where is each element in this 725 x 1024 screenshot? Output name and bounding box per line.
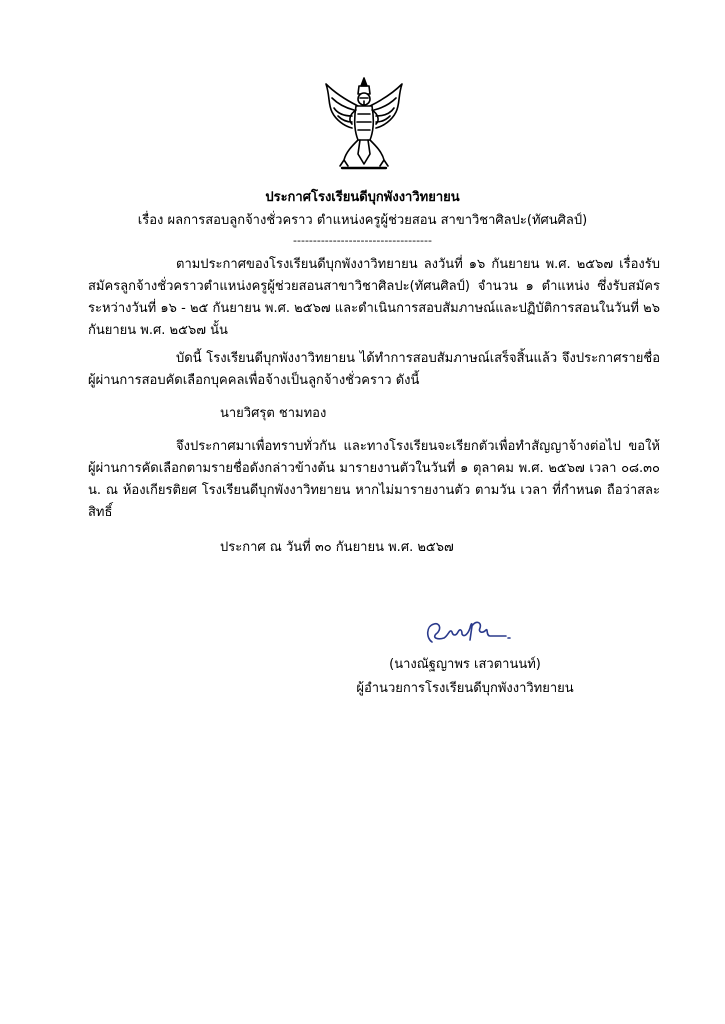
- handwritten-signature-icon: [420, 612, 520, 648]
- announcement-title: ประกาศโรงเรียนดีบุกพังงาวิทยายน: [265, 190, 460, 205]
- announcement-subject: เรื่อง ผลการสอบลูกจ้างชั่วคราว ตำแหน่งครูผู้ช่วยสอน สาขาวิชาศิลปะ(ทัศนศิลป์): [137, 213, 588, 228]
- announcement-date: ประกาศ ณ วันที่ ๓๐ กันยายน พ.ศ. ๒๕๖๗: [220, 540, 454, 555]
- separator-line: -----------------------------------: [293, 234, 432, 247]
- paragraph-result: บัดนี้ โรงเรียนดีบุกพังงาวิทยายน ได้ทำการสอบสัมภาษณ์เสร็จสิ้นแล้ว จึงประกาศรายชื่อผู้ผ่านการสอบคัดเลือกบุคคลเพื่อจ้างเป็นลูกจ้างชั่วคราว ดังนี้: [88, 351, 660, 388]
- signer-position: ผู้อำนวยการโรงเรียนดีบุกพังงาวิทยายน: [356, 681, 574, 696]
- selected-candidate-name: นายวิศรุต ชามทอง: [220, 406, 327, 421]
- signer-name: (นางณัฐญาพร เสวตานนท์): [389, 657, 541, 672]
- paragraph-background: ตามประกาศของโรงเรียนดีบุกพังงาวิทยายน ลงวันที่ ๑๖ กันยายน พ.ศ. ๒๕๖๗ เรื่องรับสมัครลูกจ้างชั่วคราวตำแหน่งครูผู้ช่วยสอนสาขาวิชาศิลปะ(ทัศนศิลป์) จำนวน ๑ ตำแหน่ง ซึ่งรับสมัคร ระหว่างวันที่ ๑๖ - ๒๕ กันยายน พ.ศ. ๒๕๖๗ และดำเนินการสอบสัมภาษณ์และปฏิบัติการสอนในวันที่ ๒๖ กันยายน พ.ศ. ๒๕๖๗ นั้น: [88, 257, 660, 338]
- garuda-emblem-icon: [322, 74, 406, 174]
- paragraph-instructions: จึงประกาศมาเพื่อทราบทั่วกัน และทางโรงเรียนจะเรียกตัวเพื่อทำสัญญาจ้างต่อไป ขอให้ผู้ผ่านการคัดเลือกตามรายชื่อดังกล่าวข้างต้น มารายงานตัวในวันที่ ๑ ตุลาคม พ.ศ. ๒๕๖๗ เวลา ๐๘.๓๐ น. ณ ห้องเกียรติยศ โรงเรียนดีบุกพังงาวิทยายน หากไม่มารายงานตัว ตามวัน เวลา ที่กำหนด ถือว่าสละสิทธิ์: [88, 439, 660, 520]
